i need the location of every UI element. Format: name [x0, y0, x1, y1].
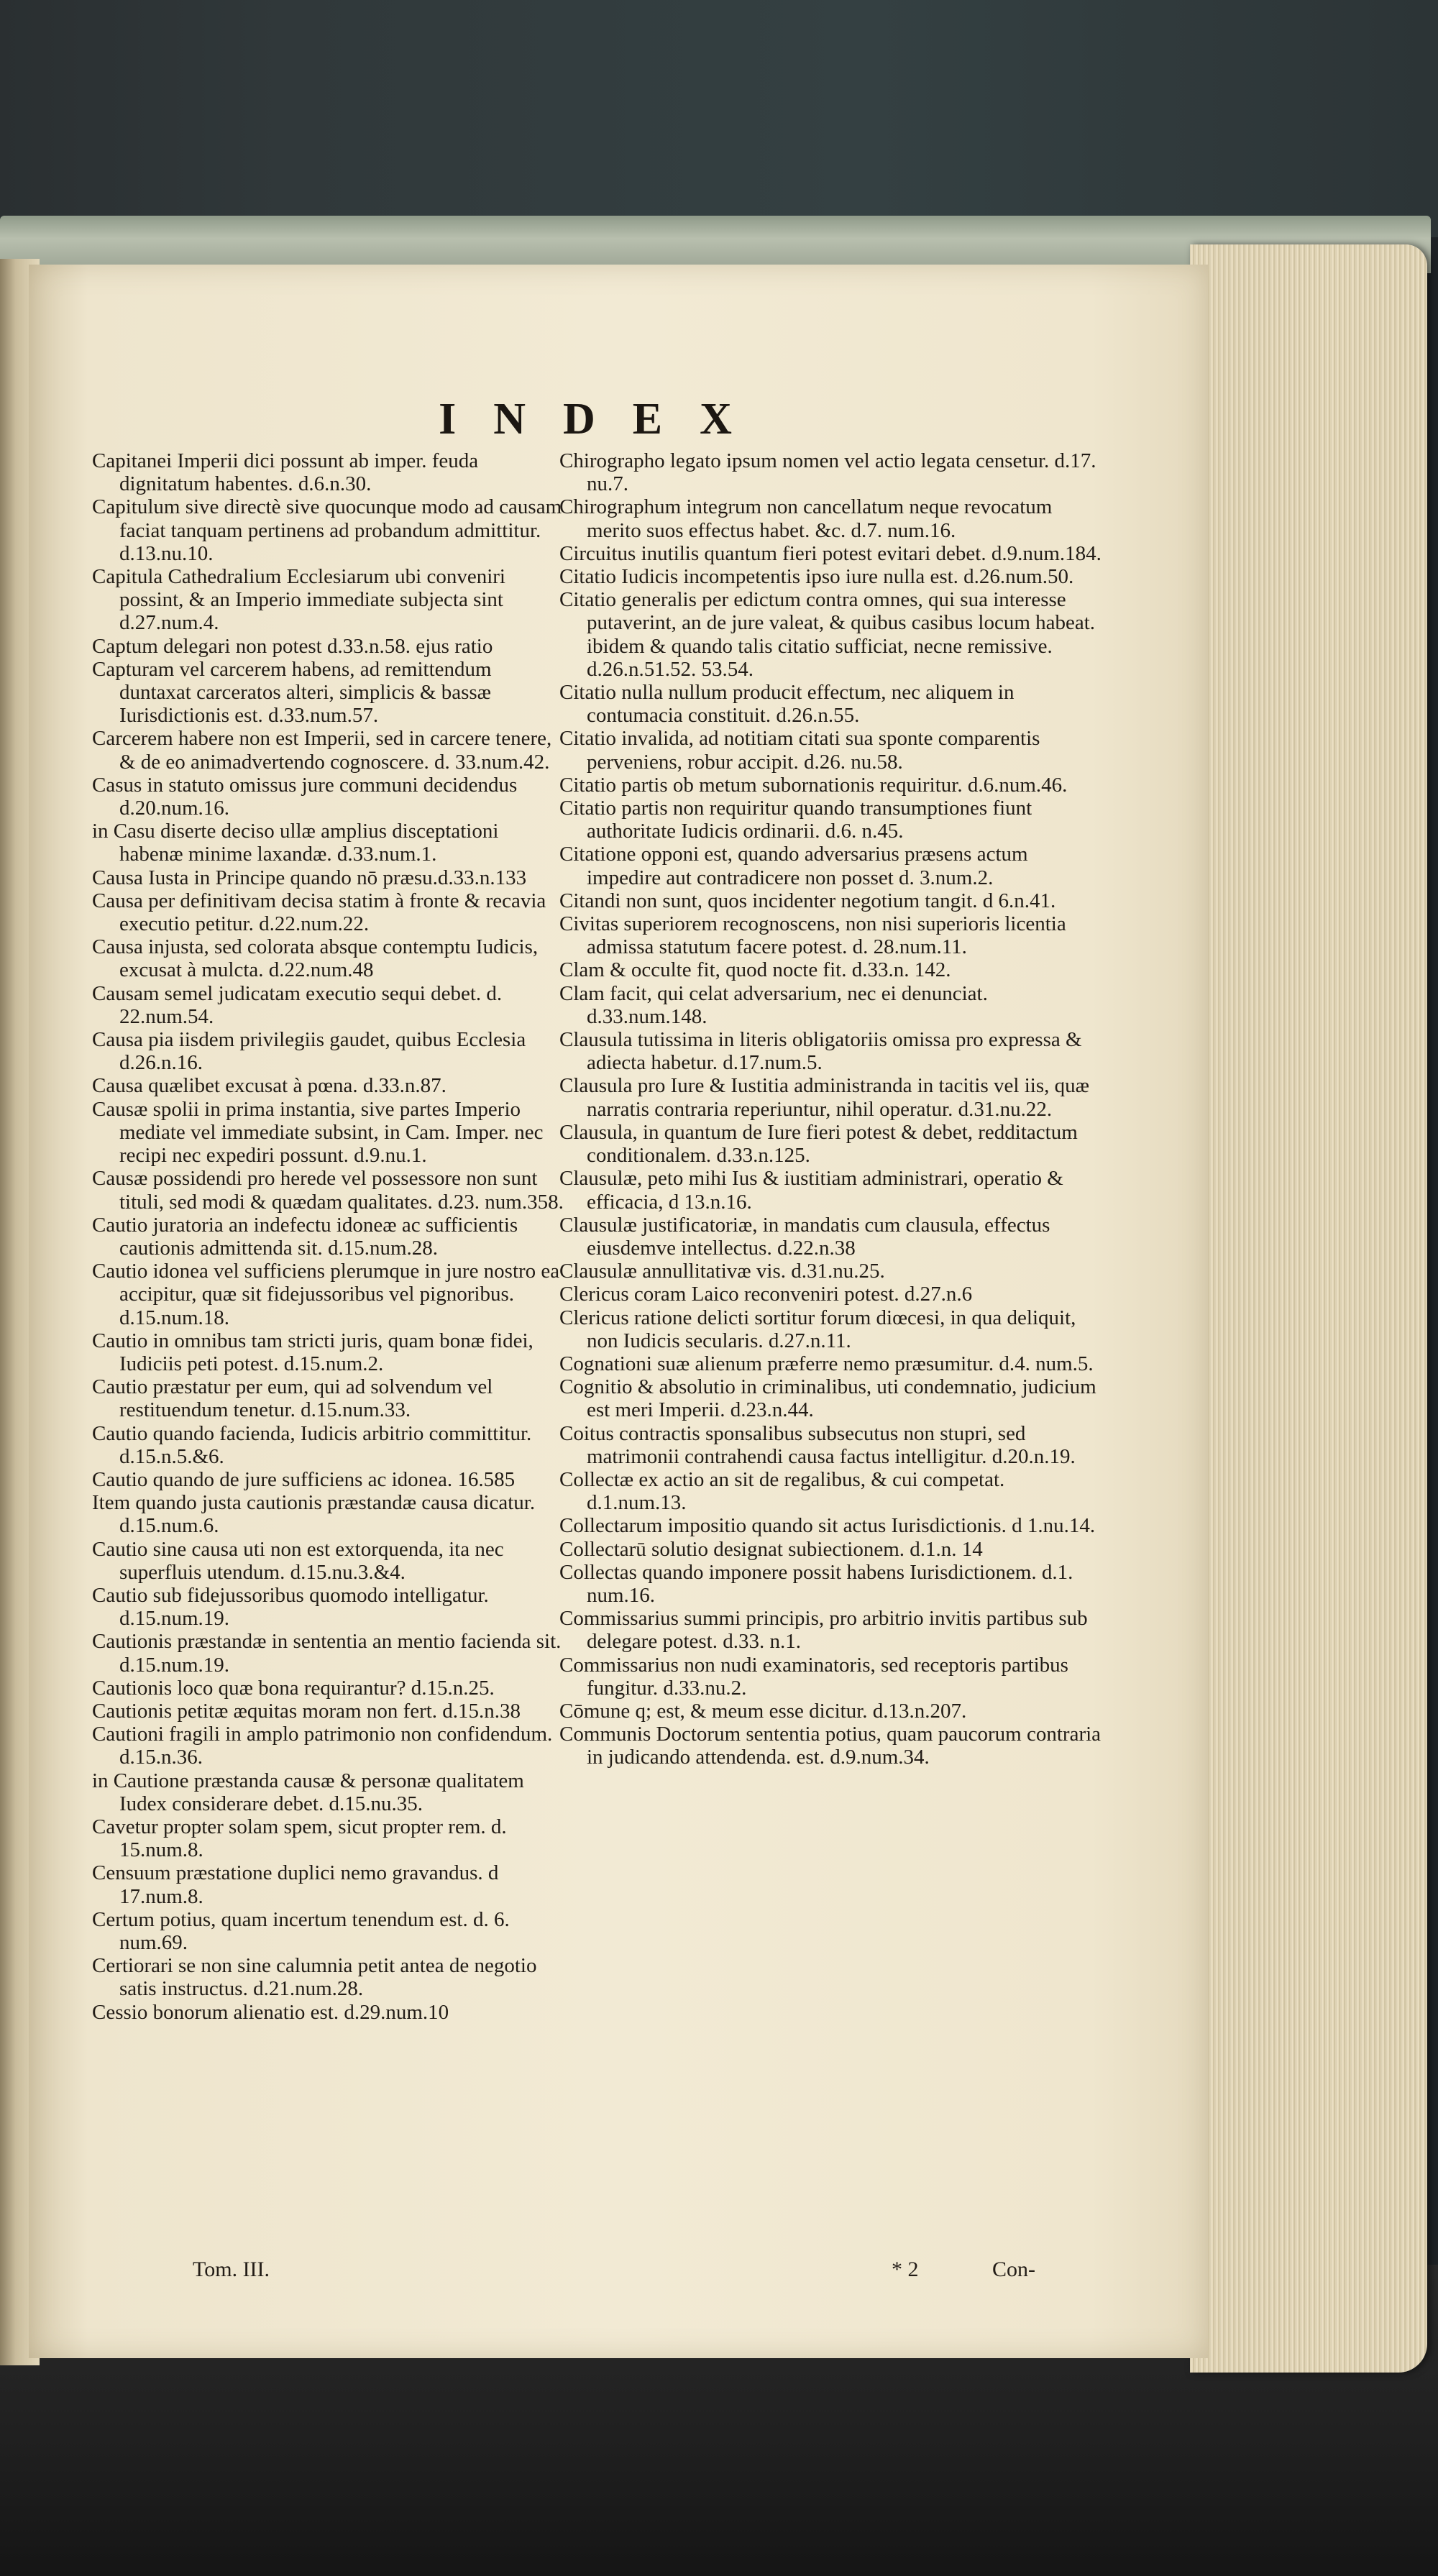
index-entry: Clausulæ, peto mihi Ius & iustitiam administrari, operatio & efficacia, d 13.n.16.: [559, 1167, 1063, 1214]
index-entry: Causa per definitivam decisa statim à fronte & recavia executio petitur. d.22.num.22.: [92, 889, 546, 936]
index-entry: Capitanei Imperii dici possunt ab imper. feuda dignitatum habentes. d.6.n.30.: [92, 449, 479, 496]
index-entry: Cautionis petitæ æquitas moram non fert. d.15.n.38: [92, 1699, 521, 1723]
volume-label: Tom. III.: [193, 2258, 270, 2281]
right-index-column: [559, 449, 1102, 1769]
index-entry: Cautio juratoria an indefectu idoneæ ac sufficientis cautionis admittenda sit. d.15.num.28.: [92, 1213, 518, 1260]
book-fore-edge: [1190, 244, 1427, 2373]
index-entry: Cautioni fragili in amplo patrimonio non confidendum. d.15.n.36.: [92, 1723, 553, 1769]
index-entry: Commissarius non nudi examinatoris, sed receptoris partibus fungitur. d.33.nu.2.: [559, 1653, 1068, 1700]
index-entry: Citandi non sunt, quos incidenter negotium tangit. d 6.n.41.: [559, 889, 1056, 912]
index-entry: Item quando justa cautionis præstandæ causa dicatur. d.15.num.6.: [92, 1491, 536, 1538]
index-entry: Causa injusta, sed colorata absque contemptu Iudicis, excusat à mulcta. d.22.num.48: [92, 935, 539, 982]
index-entry: Collectarum impositio quando sit actus Iurisdictionis. d 1.nu.14.: [559, 1514, 1096, 1538]
index-entry: Clausula pro Iure & Iustitia administranda in tacitis vel iis, quæ narratis contraria reperiuntur, nihil operatur. d.31.nu.22.: [559, 1074, 1089, 1121]
index-entry: Coitus contractis sponsalibus subsecutus non stupri, sed matrimonii contrahendi causa factus intelligitur. d.20.n.19.: [559, 1421, 1076, 1468]
index-entry: Cognitio & absolutio in criminalibus, uti condemnatio, judicium est meri Imperii. d.23.n.44.: [559, 1375, 1096, 1422]
index-entry: Casus in statuto omissus jure communi decidendus d.20.num.16.: [92, 773, 518, 820]
index-entry: Collectæ ex actio an sit de regalibus, & cui competat. d.1.num.13.: [559, 1467, 1005, 1515]
index-entry: Causa Iusta in Principe quando nō præsu.d.33.n.133: [92, 866, 527, 889]
index-entry: Clericus ratione delicti sortitur forum diœcesi, in qua deliquit, non Iudicis secularis. d.27.n.11.: [559, 1306, 1076, 1352]
index-entry: Citatio partis non requiritur quando transumptiones fiunt authoritate Iudicis ordinarii. d.6. n.45.: [559, 797, 1032, 843]
index-entry: Carcerem habere non est Imperii, sed in carcere tenere, & de eo animadvertendo cognoscere. d. 33.num.42.: [92, 727, 552, 774]
index-entry: Causa pia iisdem privilegiis gaudet, quibus Ecclesia d.26.n.16.: [92, 1028, 526, 1075]
signature-mark: * 2: [892, 2258, 919, 2281]
index-entry: Chirographo legato ipsum nomen vel actio legata censetur. d.17. nu.7.: [559, 449, 1096, 496]
index-entry: Cognationi suæ alienum præferre nemo præsumitur. d.4. num.5.: [559, 1352, 1094, 1375]
index-entry: Certiorari se non sine calumnia petit antea de negotio satis instructus. d.21.num.28.: [92, 1954, 537, 2001]
index-entry: Citatio Iudicis incompetentis ipso iure nulla est. d.26.num.50.: [559, 565, 1074, 589]
index-entry: Clam facit, qui celat adversarium, nec ei denunciat. d.33.num.148.: [559, 981, 988, 1028]
index-entry: Commissarius summi principis, pro arbitrio invitis partibus sub delegare potest. d.33. n.1.: [559, 1607, 1088, 1654]
index-entry: Chirographum integrum non cancellatum neque revocatum merito suos effectus habet. &c. d.7. num.16.: [559, 495, 1053, 542]
page-title: INDEX: [439, 395, 769, 444]
index-entry: Cautio idonea vel sufficiens plerumque in jure nostro ea accipitur, quæ sit fidejussoribus vel pignoribus. d.15.num.18.: [92, 1260, 560, 1329]
index-entry: Clausulæ annullitativæ vis. d.31.nu.25.: [559, 1260, 885, 1283]
index-entry: Collectas quando imponere possit habens Iurisdictionem. d.1. num.16.: [559, 1560, 1073, 1607]
catchword: Con-: [992, 2258, 1035, 2281]
index-entry: Circuitus inutilis quantum fieri potest evitari debet. d.9.num.184.: [559, 541, 1102, 565]
index-entry: in Cautione præstanda causæ & personæ qualitatem Iudex considerare debet. d.15.nu.35.: [92, 1769, 524, 1815]
index-entry: Citatio nulla nullum producit effectum, nec aliquem in contumacia constituit. d.26.n.55.: [559, 681, 1015, 728]
index-entry: Cautionis præstandæ in sententia an mentio facienda sit. d.15.num.19.: [92, 1630, 562, 1677]
index-entry: Captum delegari non potest d.33.n.58. ejus ratio: [92, 634, 493, 658]
dark-background-top: [0, 0, 1438, 237]
index-entry: Causæ possidendi pro herede vel possessore non sunt tituli, sed modi & quædam qualitates. d.23. num.358.: [92, 1167, 564, 1214]
index-entry: Cautio præstatur per eum, qui ad solvendum vel restituendum tenetur. d.15.num.33.: [92, 1375, 493, 1422]
index-entry: Cautio quando facienda, Iudicis arbitrio committitur. d.15.n.5.&6.: [92, 1421, 532, 1468]
index-entry: Citatio generalis per edictum contra omnes, qui sua interesse putaverint, an de jure valeat, & quibus casibus locum habeat. ibidem & quando talis citatio sufficiat, necne remissive. d.26.n.51.52. 53.54.: [559, 588, 1096, 681]
left-index-column: [92, 449, 567, 2024]
index-entry: Communis Doctorum sententia potius, quam paucorum contraria in judicando attendenda. est. d.9.num.34.: [559, 1723, 1102, 1769]
index-entry: Cavetur propter solam spem, sicut propter rem. d. 15.num.8.: [92, 1815, 507, 1862]
index-entry: Cessio bonorum alienatio est. d.29.num.10: [92, 2000, 449, 2024]
index-entry: Cōmune q; est, & meum esse dicitur. d.13.n.207.: [559, 1699, 967, 1723]
index-entry: Citatio partis ob metum subornationis requiritur. d.6.num.46.: [559, 773, 1068, 797]
index-entry: Cautionis loco quæ bona requirantur? d.15.n.25.: [92, 1676, 495, 1700]
index-entry: Cautio sine causa uti non est extorquenda, ita nec superfluis utendum. d.15.nu.3.&4.: [92, 1537, 504, 1584]
index-entry: Causæ spolii in prima instantia, sive partes Imperio mediate vel immediate subsint, in Cam. Imper. nec recipi nec expediri possunt. d.9.nu.1.: [92, 1097, 544, 1168]
index-entry: Certum potius, quam incertum tenendum est. d. 6. num.69.: [92, 1907, 510, 1954]
index-entry: in Casu diserte deciso ullæ amplius disceptationi habenæ minime laxandæ. d.33.num.1.: [92, 820, 499, 866]
index-entry: Causam semel judicatam executio sequi debet. d. 22.num.54.: [92, 981, 503, 1028]
index-entry: Cautio in omnibus tam stricti juris, quam bonæ fidei, Iudiciis peti potest. d.15.num.2.: [92, 1329, 533, 1375]
index-entry: Clausulæ justificatoriæ, in mandatis cum clausula, effectus eiusdemve intellectus. d.22.n.38: [559, 1213, 1050, 1260]
index-entry: Clericus coram Laico reconveniri potest. d.27.n.6: [559, 1283, 973, 1306]
index-entry: Capturam vel carcerem habens, ad remittendum duntaxat carceratos alteri, simplicis & bassæ Iurisdictionis est. d.33.num.57.: [92, 657, 492, 728]
index-entry: Clam & occulte fit, quod nocte fit. d.33.n. 142.: [559, 958, 951, 982]
index-entry: Citatione opponi est, quando adversarius præsens actum impedire aut contradicere non posset d. 3.num.2.: [559, 843, 1028, 889]
index-entry: Causa quælibet excusat à pœna. d.33.n.87.: [92, 1074, 446, 1098]
index-entry: Censuum præstatione duplici nemo gravandus. d 17.num.8.: [92, 1861, 499, 1908]
index-entry: Cautio sub fidejussoribus quomodo intelligatur. d.15.num.19.: [92, 1583, 489, 1631]
index-entry: Civitas superiorem recognoscens, non nisi superioris licentia admissa statutum facere potest. d. 28.num.11.: [559, 912, 1066, 959]
index-entry: Clausula tutissima in literis obligatoriis omissa pro expressa & adiecta habetur. d.17.num.5.: [559, 1028, 1082, 1075]
index-entry: Citatio invalida, ad notitiam citati sua sponte comparentis perveniens, robur accipit. d.26. nu.58.: [559, 727, 1040, 774]
index-entry: Capitulum sive directè sive quocunque modo ad causam faciat tanquam pertinens ad probandum admittitur. d.13.nu.10.: [92, 495, 562, 565]
index-entry: Cautio quando de jure sufficiens ac idonea. 16.585: [92, 1467, 516, 1491]
index-entry: Clausula, in quantum de Iure fieri potest & debet, redditactum conditionalem. d.33.n.125.: [559, 1120, 1078, 1168]
index-entry: Collectarū solutio designat subiectionem. d.1.n. 14: [559, 1537, 983, 1561]
index-entry: Capitula Cathedralium Ecclesiarum ubi conveniri possint, & an Imperio immediate subjecta sint d.27.num.4.: [92, 565, 505, 635]
